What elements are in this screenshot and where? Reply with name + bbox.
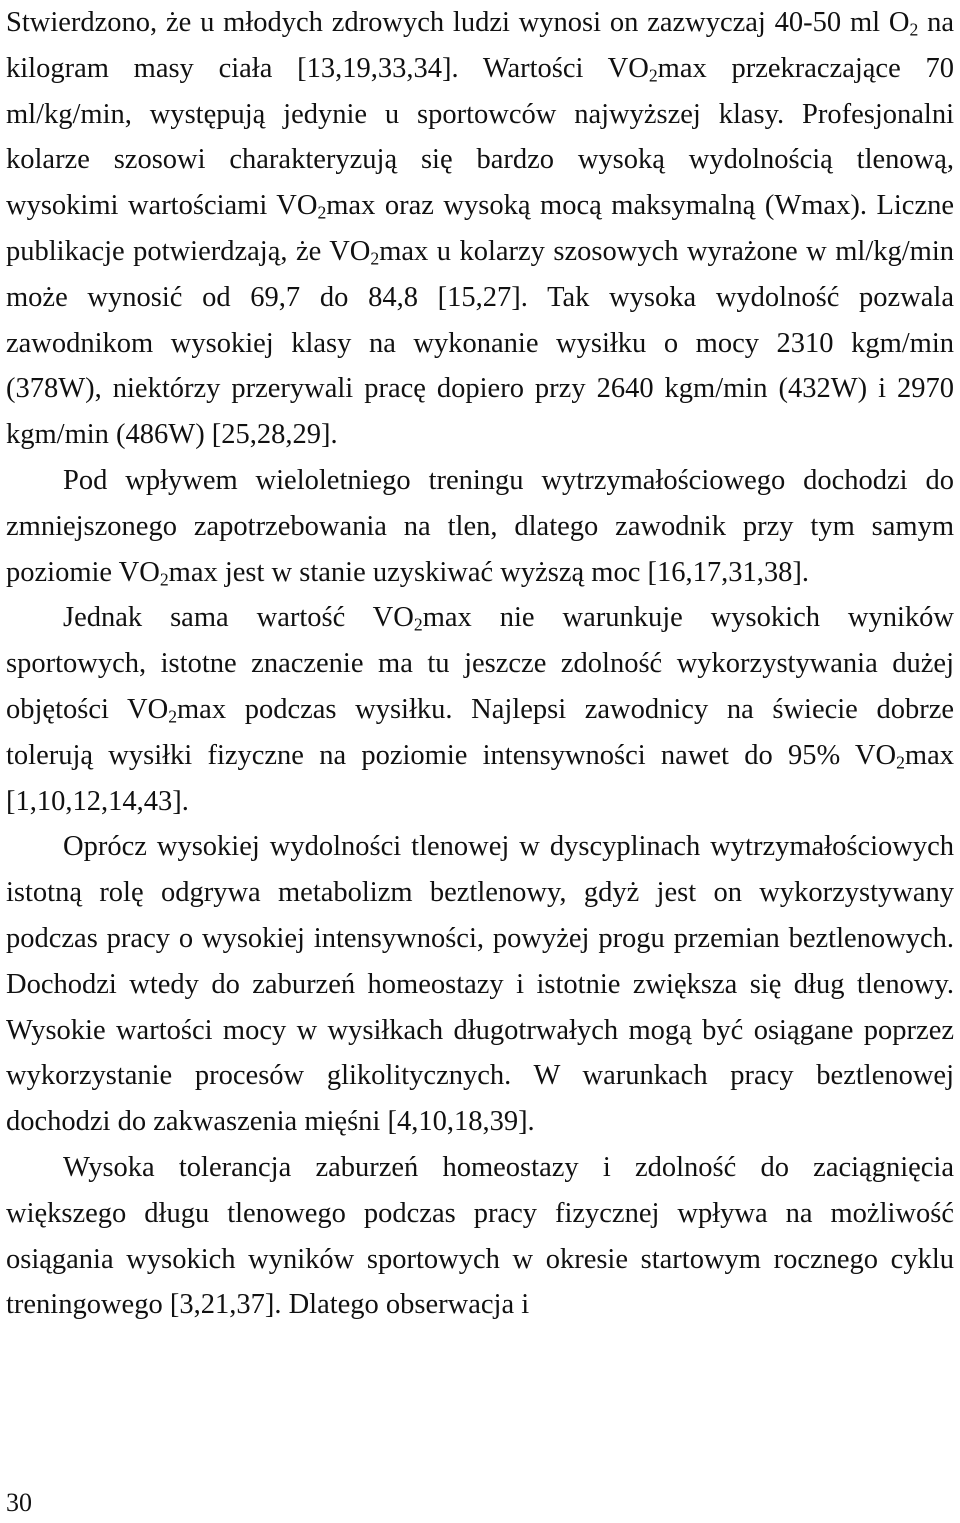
text-run: Wysoka tolerancja zaburzeń homeostazy i zdolność do zaciągnięcia większego długu tlenowego podczas pracy fizycznej wpływa na możliwość osiągania wysokich wyników sportowych w okresie startowym rocznego cyklu treningowego [3,21,37]. Dlatego obserwacja i	[6, 1151, 954, 1321]
text-run: Pod wpływem wieloletniego treningu wytrzymałościowego dochodzi do zmniejszonego zapotrzebowania na tlen, dlatego zawodnik przy tym samym poziomie VO	[6, 464, 954, 588]
text-run: max przekraczające 70 ml/kg/min, występują jedynie u sportowców najwyższej klasy. Profesjonalni kolarze szosowi charakteryzują się bardzo wysoką wydolnością tlenową, wysokimi wartościami VO	[6, 52, 954, 222]
subscript: 2	[413, 614, 423, 635]
paragraph-4	[6, 824, 954, 1145]
text-run: Jednak sama wartość VO	[63, 602, 414, 634]
paragraph-3	[6, 595, 954, 824]
text-run: max [1,10,12,14,43].	[6, 739, 954, 817]
subscript: 2	[168, 706, 178, 727]
subscript: 2	[370, 248, 380, 269]
paragraph-5	[6, 1145, 954, 1328]
text-run: Stwierdzono, że u młodych zdrowych ludzi wynosi on zazwyczaj 40-50 ml O	[6, 7, 910, 38]
subscript: 2	[159, 568, 169, 589]
text-run: max u kolarzy szosowych wyrażone w ml/kg/min może wynosić od 69,7 do 84,8 [15,27]. Tak wysoka wydolność pozwala zawodnikom wysokiej klasy na wykonanie wysiłku o mocy 2310 kgm/min (378W), niektórzy przerywali pracę dopiero przy 2640 kgm/min (432W) i 2970 kgm/min (486W) [25,28,29].	[6, 235, 954, 451]
text-run: max podczas wysiłku. Najlepsi zawodnicy na świecie dobrze tolerują wysiłki fizyczne na poziomie intensywności nawet do 95% VO	[6, 693, 954, 771]
subscript: 2	[896, 752, 905, 773]
text-run: max jest w stanie uzyskiwać wyższą moc [16,17,31,38].	[168, 556, 809, 588]
paragraph-2	[6, 458, 954, 595]
text-run: na kilogram masy ciała [13,19,33,34]. Wartości VO	[6, 7, 954, 84]
text-run: Oprócz wysokiej wydolności tlenowej w dyscyplinach wytrzymałościowych istotną rolę odgrywa metabolizm beztlenowy, gdyż jest on wykorzystywany podczas pracy o wysokiej intensywności, powyżej progu przemian beztlenowych. Dochodzi wtedy do zaburzeń homeostazy i istotnie zwiększa się dług tlenowy. Wysokie wartości mocy w wysiłkach długotrwałych mogą być osiągane poprzez wykorzystanie procesów glikolitycznych. W warunkach pracy beztlenowej dochodzi do zakwaszenia mięśni [4,10,18,39].	[6, 831, 954, 1138]
document-body	[6, 0, 954, 1328]
text-run: max nie warunkuje wysokich wyników sportowych, istotne znaczenie ma tu jeszcze zdolność wykorzystywania dużej objętości VO	[6, 602, 955, 725]
page-number: 30	[6, 1488, 32, 1517]
subscript: 2	[317, 202, 327, 223]
text-run: max oraz wysoką mocą maksymalną (Wmax). Liczne publikacje potwierdzają, że VO	[6, 190, 954, 267]
paragraph-1	[6, 0, 954, 458]
subscript: 2	[909, 19, 919, 40]
subscript: 2	[648, 65, 658, 86]
